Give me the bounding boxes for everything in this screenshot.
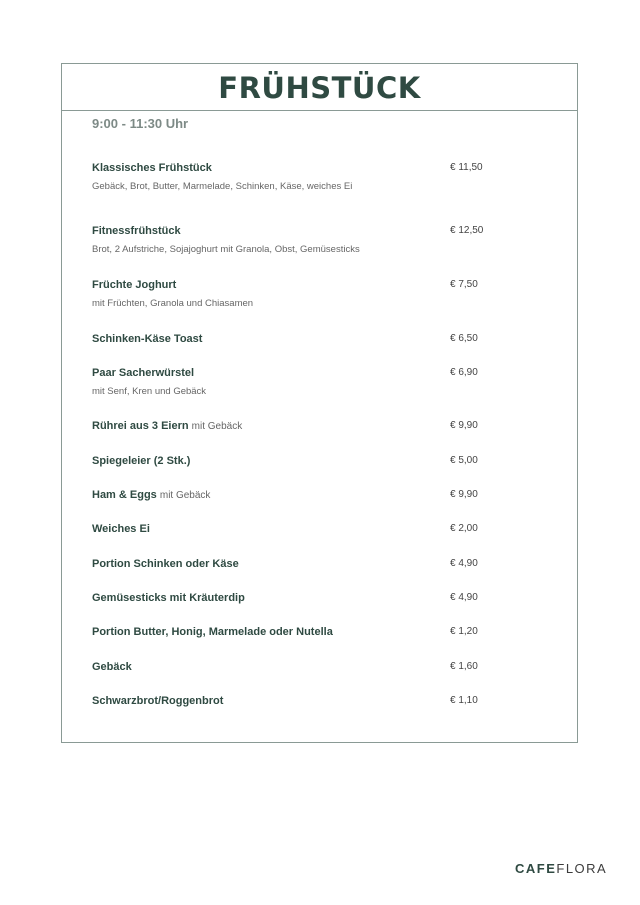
menu-item (92, 523, 552, 535)
item-price: € 2,00 (450, 523, 478, 534)
item-name: Paar Sacherwürstel (92, 367, 195, 379)
item-price: € 1,10 (450, 695, 478, 706)
item-name: Fitnessfrühstück (92, 225, 181, 237)
menu-title: FRÜHSTÜCK (218, 71, 421, 105)
menu-item (92, 225, 552, 255)
menu-item (92, 661, 552, 673)
item-name: Spiegeleier (2 Stk.) (92, 455, 191, 467)
menu-card (61, 63, 578, 743)
item-name: Klassisches Frühstück (92, 162, 212, 174)
item-price: € 9,90 (450, 489, 478, 500)
item-price: € 12,50 (450, 225, 484, 236)
item-name: Weiches Ei (92, 523, 150, 535)
item-name: Gemüsesticks mit Kräuterdip (92, 592, 245, 604)
item-price: € 11,50 (450, 162, 483, 173)
item-name: Schwarzbrot/Roggenbrot (92, 695, 224, 707)
item-name: Schinken-Käse Toast (92, 333, 203, 345)
item-price: € 4,90 (450, 592, 478, 603)
item-price: € 1,60 (450, 661, 478, 672)
item-price: € 6,50 (450, 333, 478, 344)
item-name-row (92, 489, 552, 501)
item-name: Rührei aus 3 Eiern (92, 420, 189, 432)
item-price: € 7,50 (450, 279, 478, 290)
item-note: mit Gebäck (159, 490, 211, 501)
item-name: Ham & Eggs (92, 489, 157, 501)
item-description: Brot, 2 Aufstriche, Sojajoghurt mit Granola, Obst, Gemüsesticks (92, 244, 360, 255)
item-price: € 6,90 (450, 367, 478, 378)
item-price: € 9,90 (450, 420, 478, 431)
menu-item (92, 489, 552, 501)
logo-part-flora: FLORA (556, 861, 608, 876)
item-price: € 1,20 (450, 626, 478, 637)
menu-item (92, 367, 552, 397)
menu-item (92, 279, 552, 309)
menu-item (92, 333, 552, 345)
menu-item (92, 420, 552, 432)
item-description: Gebäck, Brot, Butter, Marmelade, Schinken, Käse, weiches Ei (92, 181, 353, 192)
menu-item (92, 695, 552, 707)
menu-item (92, 592, 552, 604)
item-name: Portion Schinken oder Käse (92, 558, 239, 570)
title-box (62, 64, 577, 111)
opening-hours: 9:00 - 11:30 Uhr (92, 116, 189, 131)
menu-item (92, 455, 552, 467)
menu-item (92, 162, 552, 192)
logo-part-cafe: CAFE (515, 861, 557, 876)
menu-item (92, 558, 552, 570)
item-name-row (92, 420, 552, 432)
item-name: Gebäck (92, 661, 132, 673)
item-price: € 5,00 (450, 455, 478, 466)
item-price: € 4,90 (450, 558, 478, 569)
item-note: mit Gebäck (191, 421, 243, 432)
item-name: Portion Butter, Honig, Marmelade oder Nutella (92, 626, 333, 638)
item-name: Früchte Joghurt (92, 279, 177, 291)
item-description: mit Früchten, Granola und Chiasamen (92, 298, 254, 309)
menu-item (92, 626, 552, 638)
item-description: mit Senf, Kren und Gebäck (92, 386, 207, 397)
cafe-flora-logo (515, 861, 607, 876)
